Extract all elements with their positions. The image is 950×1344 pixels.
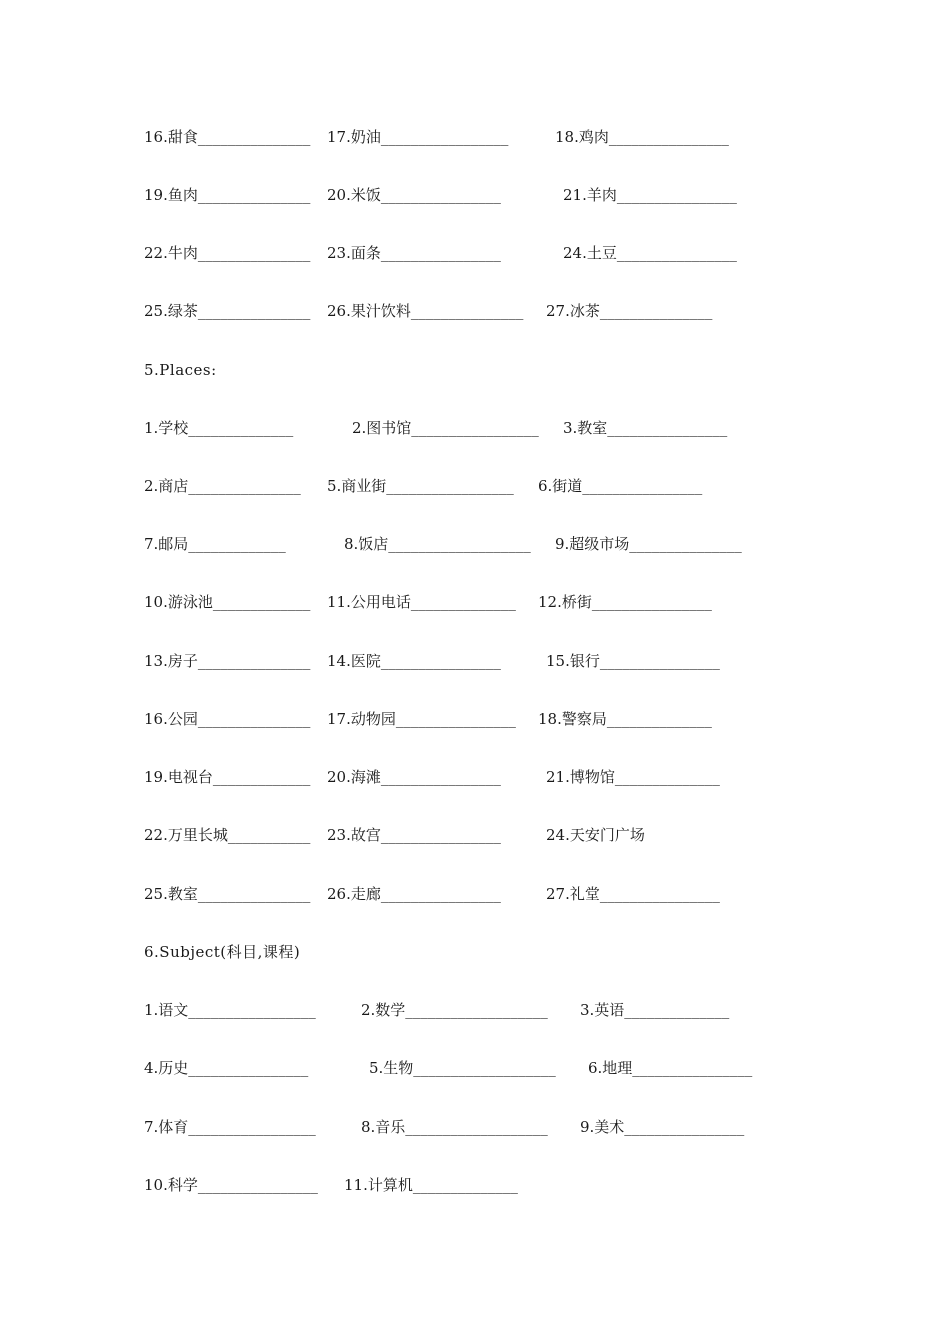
vocab-item: 16.甜食_______________: [144, 128, 311, 146]
vocab-item: 14.医院________________: [327, 652, 501, 670]
section-heading-places: 5.Places:: [144, 361, 217, 379]
food-row: [0, 300, 950, 324]
vocab-item: 20.海滩________________: [327, 768, 501, 786]
vocab-item: 11.公用电话______________: [327, 593, 516, 611]
vocab-item: 4.历史________________: [144, 1059, 309, 1077]
vocab-item: 23.面条________________: [327, 244, 501, 262]
vocab-item: 8.音乐___________________: [361, 1118, 548, 1136]
vocab-item: 2.数学___________________: [361, 1001, 548, 1019]
vocab-item: 21.博物馆______________: [546, 768, 720, 786]
vocab-item: 1.学校______________: [144, 419, 294, 437]
places-row: [0, 533, 950, 557]
food-row: [0, 184, 950, 208]
vocab-item: 2.商店_______________: [144, 477, 301, 495]
vocab-item: 17.奶油_________________: [327, 128, 509, 146]
places-row: [0, 475, 950, 499]
vocab-item: 11.计算机______________: [344, 1176, 518, 1194]
vocab-item: 5.商业街_________________: [327, 477, 514, 495]
vocab-item: 7.邮局_____________: [144, 535, 286, 553]
vocab-item: 26.果汁饮料_______________: [327, 302, 524, 320]
places-row: [0, 766, 950, 790]
vocab-item: 6.地理________________: [588, 1059, 753, 1077]
vocab-item: 18.鸡肉________________: [555, 128, 729, 146]
subjects-row: [0, 1174, 950, 1198]
subjects-row: [0, 1116, 950, 1140]
vocab-item: 13.房子_______________: [144, 652, 311, 670]
vocab-item: 21.羊肉________________: [563, 186, 737, 204]
vocab-item: 1.语文_________________: [144, 1001, 316, 1019]
vocab-item: 20.米饭________________: [327, 186, 501, 204]
vocab-item: 27.冰茶_______________: [546, 302, 713, 320]
vocab-item: 25.教室_______________: [144, 885, 311, 903]
vocab-item: 16.公园_______________: [144, 710, 311, 728]
vocab-item: 17.动物园________________: [327, 710, 516, 728]
food-row: [0, 126, 950, 150]
vocab-item: 18.警察局______________: [538, 710, 712, 728]
vocab-item: 22.牛肉_______________: [144, 244, 311, 262]
subjects-row: [0, 999, 950, 1023]
vocab-item: 26.走廊________________: [327, 885, 501, 903]
vocab-item: 25.绿茶_______________: [144, 302, 311, 320]
vocab-item: 5.生物___________________: [369, 1059, 556, 1077]
places-row: [0, 650, 950, 674]
vocab-item: 8.饭店___________________: [344, 535, 531, 553]
vocab-item: 10.科学________________: [144, 1176, 318, 1194]
places-row: [0, 417, 950, 441]
vocab-item: 27.礼堂________________: [546, 885, 720, 903]
vocab-item: 10.游泳池_____________: [144, 593, 311, 611]
vocab-item: 3.教室________________: [563, 419, 728, 437]
vocab-item: 19.鱼肉_______________: [144, 186, 311, 204]
places-row: [0, 591, 950, 615]
vocab-item: 12.桥街________________: [538, 593, 712, 611]
vocab-item: 22.万里长城___________: [144, 826, 311, 844]
vocab-item: 6.街道________________: [538, 477, 703, 495]
places-row: [0, 883, 950, 907]
vocab-item: 24.土豆________________: [563, 244, 737, 262]
vocab-item: 9.超级市场_______________: [555, 535, 742, 553]
vocab-item: 7.体育_________________: [144, 1118, 316, 1136]
section-heading-subjects: 6.Subject(科目,课程): [144, 943, 301, 961]
vocab-item: 23.故宫________________: [327, 826, 501, 844]
food-row: [0, 242, 950, 266]
vocab-item: 9.美术________________: [580, 1118, 745, 1136]
subjects-row: [0, 1057, 950, 1081]
vocab-item: 15.银行________________: [546, 652, 720, 670]
places-row: [0, 824, 950, 848]
places-row: [0, 708, 950, 732]
vocab-item: 19.电视台_____________: [144, 768, 311, 786]
vocab-item: 3.英语______________: [580, 1001, 730, 1019]
vocab-item: 24.天安门广场: [546, 826, 645, 844]
vocab-item: 2.图书馆_________________: [352, 419, 539, 437]
